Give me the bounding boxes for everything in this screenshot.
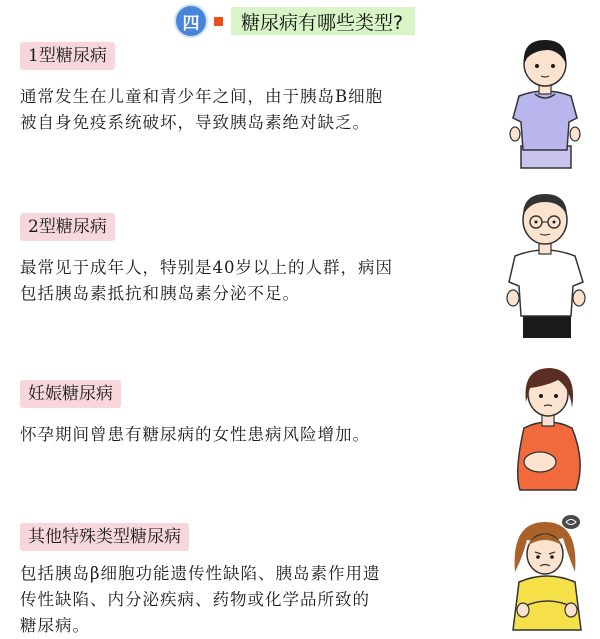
accent-square-icon xyxy=(214,17,223,26)
other-types-section xyxy=(20,523,381,639)
page-title: 糖尿病有哪些类型? xyxy=(231,7,415,35)
gestational-description-line: 怀孕期间曾患有糖尿病的女性患病风险增加。 xyxy=(20,425,370,444)
gestational-description xyxy=(20,422,370,448)
other-types-description-line: 糖尿病。 xyxy=(20,616,90,635)
type1-description-line: 被自身免疫系统破坏，导致胰岛素绝对缺乏。 xyxy=(20,113,370,132)
child-figure-icon xyxy=(505,34,585,174)
type1-description-line: 通常发生在儿童和青少年之间，由于胰岛B细胞 xyxy=(20,87,384,106)
type1-description xyxy=(20,84,383,136)
gestational-label: 妊娠糖尿病 xyxy=(20,380,121,408)
type2-section xyxy=(20,213,393,307)
other-types-description xyxy=(20,561,381,639)
gestational-section xyxy=(20,380,370,448)
other-types-description-line: 传性缺陷、内分泌疾病、药物或化学品所致的 xyxy=(20,590,370,609)
section-header xyxy=(176,6,415,36)
elderly-man-figure-icon xyxy=(503,186,587,342)
type1-label: 1型糖尿病 xyxy=(20,42,115,70)
worried-woman-figure-icon xyxy=(505,512,591,632)
type1-section xyxy=(20,42,383,136)
type2-label: 2型糖尿病 xyxy=(20,213,115,241)
other-types-description-line: 包括胰岛β细胞功能遗传性缺陷、胰岛素作用遗 xyxy=(20,564,381,583)
other-types-label: 其他特殊类型糖尿病 xyxy=(20,523,189,551)
type2-description-line: 包括胰岛素抵抗和胰岛素分泌不足。 xyxy=(20,284,300,303)
type2-description xyxy=(20,255,393,307)
section-number-badge: 四 xyxy=(176,6,206,36)
type2-description-line: 最常见于成年人，特别是40岁以上的人群，病因 xyxy=(20,258,393,277)
pregnant-woman-figure-icon xyxy=(510,362,588,494)
